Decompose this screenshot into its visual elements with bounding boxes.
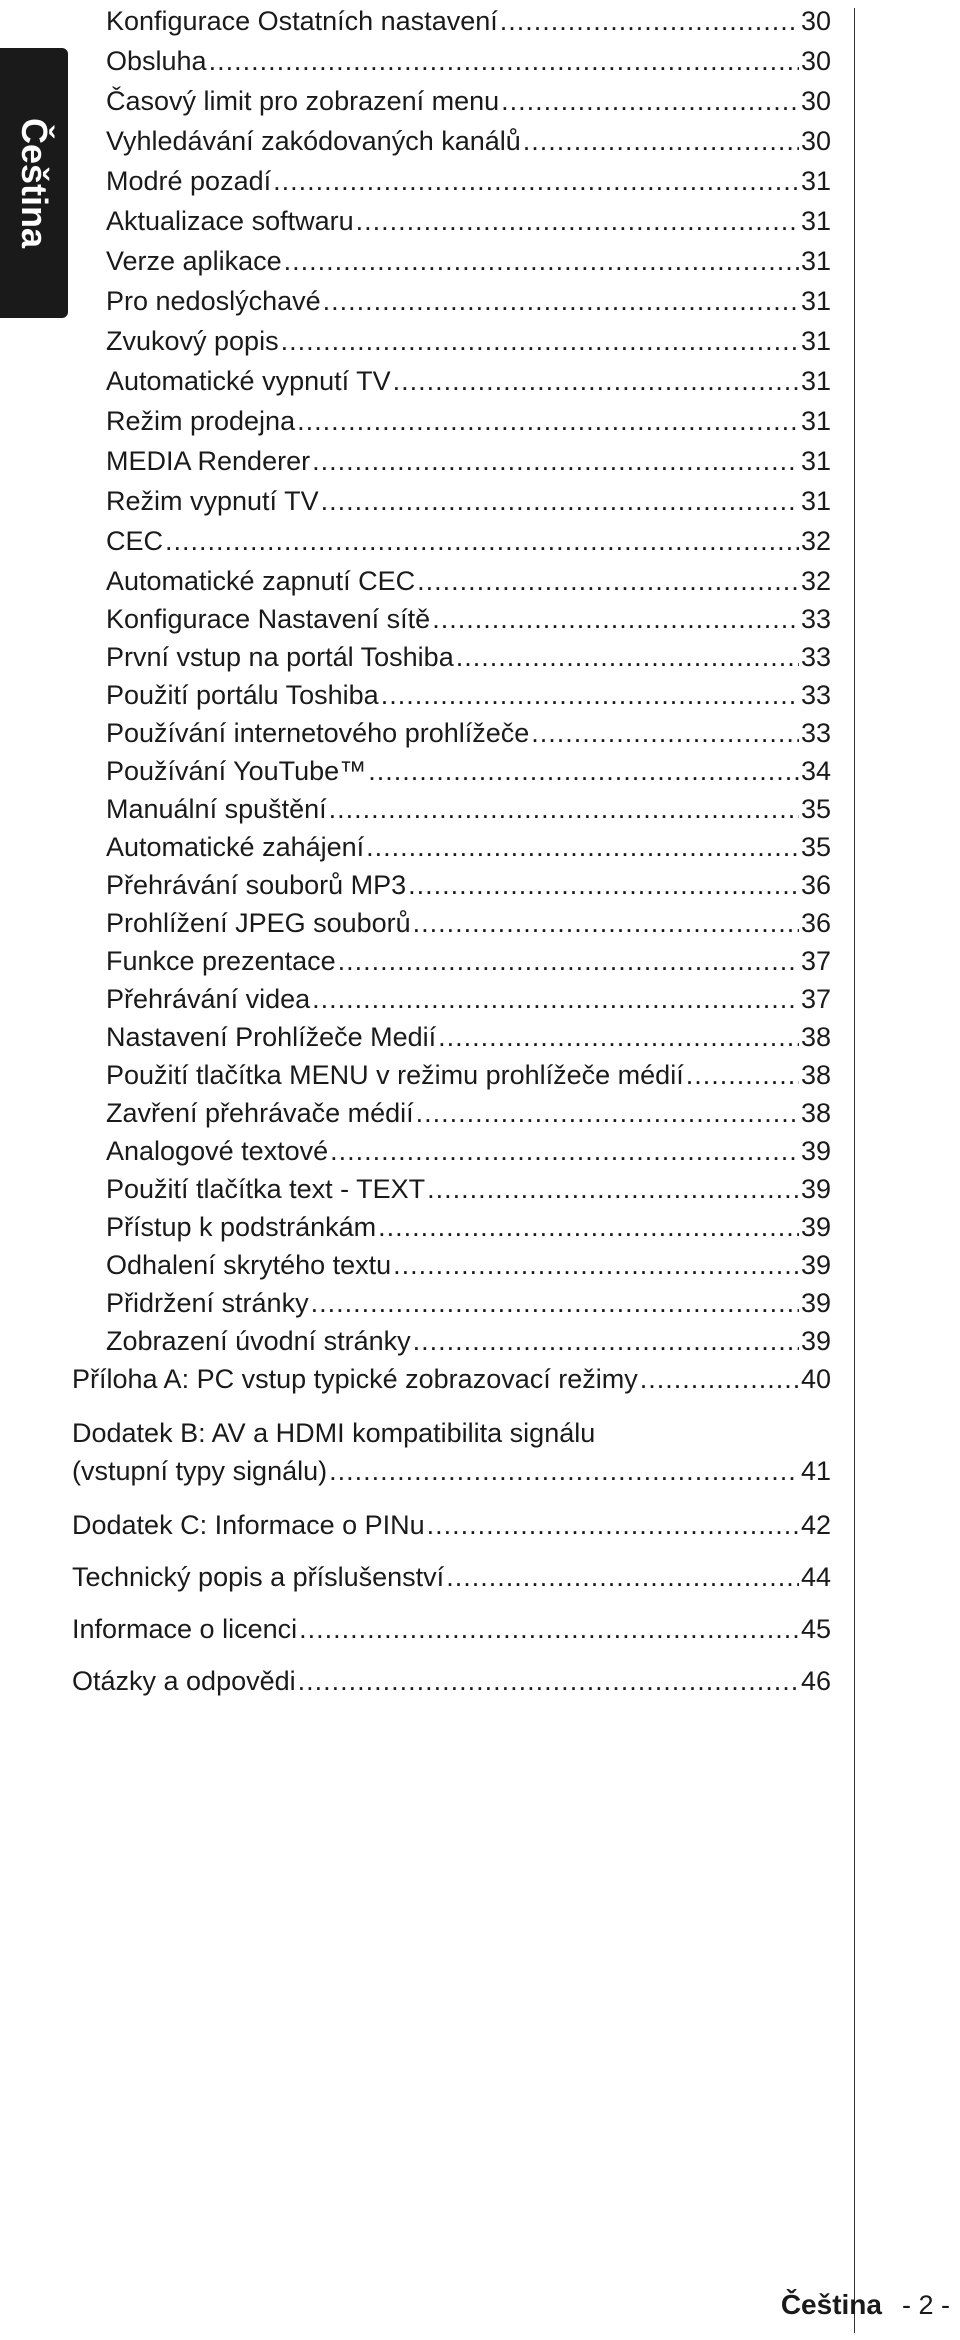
dot-leader <box>297 402 799 440</box>
toc-entry[interactable] <box>106 1284 831 1322</box>
dot-leader <box>417 562 799 600</box>
dot-leader <box>531 714 799 752</box>
toc-entry-page: 32 <box>800 566 831 596</box>
toc-entry-page: 38 <box>800 1098 831 1128</box>
toc-entry[interactable] <box>72 1360 831 1398</box>
toc-entry[interactable] <box>72 1414 831 1490</box>
toc-entry-title: Automatické zahájení <box>106 832 365 862</box>
dot-leader <box>209 42 799 80</box>
toc-entry[interactable] <box>72 1662 831 1700</box>
page-number: - 2 - <box>901 2290 950 2320</box>
toc-entry[interactable] <box>106 1056 831 1094</box>
toc-entry-page: 39 <box>800 1212 831 1242</box>
toc-entry-page: 31 <box>800 486 831 516</box>
toc-entry[interactable] <box>106 362 831 400</box>
toc-entry[interactable] <box>106 322 831 360</box>
toc-entry-page: 38 <box>800 1022 831 1052</box>
toc-entry-title: Přístup k podstránkám <box>106 1212 377 1242</box>
toc-entry-page: 31 <box>800 326 831 356</box>
toc-entry-title: Pro nedoslýchavé <box>106 286 321 316</box>
dot-leader <box>523 122 799 160</box>
dot-leader <box>427 1170 799 1208</box>
toc-entry-page: 37 <box>800 984 831 1014</box>
toc-entry-title: Zvukový popis <box>106 326 279 356</box>
toc-entry-title: Použití tlačítka MENU v režimu prohlížeče médií <box>106 1060 684 1090</box>
toc-entry[interactable] <box>106 162 831 200</box>
toc-entry[interactable] <box>106 828 831 866</box>
toc-entry-page: 38 <box>800 1060 831 1090</box>
toc-entry[interactable] <box>106 676 831 714</box>
toc-entry[interactable] <box>106 82 831 120</box>
dot-leader <box>321 482 799 520</box>
toc-entry-page: 30 <box>800 86 831 116</box>
toc-entry-title: Odhalení skrytého textu <box>106 1250 392 1280</box>
toc-entry-title: Používání YouTube™ <box>106 756 367 786</box>
toc-entry-page: 41 <box>800 1456 831 1486</box>
toc-entry[interactable] <box>106 790 831 828</box>
dot-leader <box>366 828 799 866</box>
toc-entry[interactable] <box>106 638 831 676</box>
toc-entry-page: 31 <box>800 206 831 236</box>
toc-entry-page: 32 <box>800 526 831 556</box>
dot-leader <box>299 1610 799 1648</box>
toc-entry-title: Dodatek C: Informace o PINu <box>72 1510 425 1540</box>
toc-entry[interactable] <box>106 1132 831 1170</box>
toc-entry-page: 33 <box>800 642 831 672</box>
toc-entry[interactable] <box>106 242 831 280</box>
dot-leader <box>408 866 799 904</box>
toc-entry-title: Zobrazení úvodní stránky <box>106 1326 411 1356</box>
toc-entry-title: První vstup na portál Toshiba <box>106 642 454 672</box>
dot-leader <box>416 1094 799 1132</box>
language-tab-label: Čeština <box>14 117 55 249</box>
dot-leader <box>368 752 799 790</box>
toc-entry-title: Používání internetového prohlížeče <box>106 718 530 748</box>
dot-leader <box>413 904 799 942</box>
toc-entry[interactable] <box>106 1170 831 1208</box>
toc-entry-page: 45 <box>800 1614 831 1644</box>
toc-entry[interactable] <box>106 442 831 480</box>
toc-entry-page: 31 <box>800 446 831 476</box>
toc-entry[interactable] <box>72 1610 831 1648</box>
toc-entry-title: Prohlížení JPEG souborů <box>106 908 411 938</box>
language-tab <box>0 48 68 318</box>
dot-leader <box>432 600 799 638</box>
toc-entry-page: 34 <box>800 756 831 786</box>
toc-entry-title: Dodatek B: AV a HDMI kompatibilita signálu <box>72 1418 596 1448</box>
dot-leader <box>284 242 799 280</box>
toc-entry-page: 33 <box>800 718 831 748</box>
toc-entry[interactable] <box>106 282 831 320</box>
toc-entry-title: Zavření přehrávače médií <box>106 1098 414 1128</box>
toc-entry-page: 30 <box>800 46 831 76</box>
toc-entry-title: Funkce prezentace <box>106 946 336 976</box>
toc-entry[interactable] <box>106 600 831 638</box>
dot-leader <box>329 1452 799 1490</box>
toc-entry[interactable] <box>106 980 831 1018</box>
toc-entry-title: Použití portálu Toshiba <box>106 680 379 710</box>
toc-entry-page: 39 <box>800 1136 831 1166</box>
dot-leader <box>381 676 799 714</box>
toc-entry-title: Přehrávání souborů MP3 <box>106 870 407 900</box>
dot-leader <box>165 522 799 560</box>
footer-language: Čeština <box>780 2289 882 2320</box>
toc-entry-page: 35 <box>800 832 831 862</box>
dot-leader <box>312 442 799 480</box>
toc-entry[interactable] <box>106 522 831 560</box>
toc-entry[interactable] <box>106 2 831 40</box>
dot-leader <box>338 942 799 980</box>
toc-entry-page: 30 <box>800 6 831 36</box>
toc-entry[interactable] <box>106 1018 831 1056</box>
toc-entry[interactable] <box>106 1094 831 1132</box>
dot-leader <box>312 980 799 1018</box>
toc-entry-title: CEC <box>106 526 164 556</box>
toc-entry-title: Režim prodejna <box>106 406 296 436</box>
toc-entry-title: Informace o licenci <box>72 1614 298 1644</box>
toc-entry-page: 42 <box>800 1510 831 1540</box>
toc-entry-page: 44 <box>800 1562 831 1592</box>
toc-entry-title: Analogové textové <box>106 1136 329 1166</box>
toc-entry-page: 31 <box>800 286 831 316</box>
dot-leader <box>686 1056 799 1094</box>
toc-entry-title: Přidržení stránky <box>106 1288 309 1318</box>
dot-leader <box>281 322 799 360</box>
dot-leader <box>329 790 799 828</box>
toc-entry-title: Nastavení Prohlížeče Medií <box>106 1022 437 1052</box>
toc-entry[interactable] <box>106 714 831 752</box>
dot-leader <box>640 1360 799 1398</box>
toc-entry[interactable] <box>106 42 831 80</box>
toc-entry-title: Vyhledávání zakódovaných kanálů <box>106 126 521 156</box>
dot-leader <box>393 1246 799 1284</box>
dot-leader <box>378 1208 799 1246</box>
dot-leader <box>311 1284 799 1322</box>
toc-entry-title: Obsluha <box>106 46 207 76</box>
page-footer <box>781 2286 950 2324</box>
toc-entry-page: 39 <box>800 1288 831 1318</box>
toc-entry-page: 30 <box>800 126 831 156</box>
toc-entry-page: 36 <box>800 870 831 900</box>
dot-leader <box>456 638 799 676</box>
toc-entry-title: Přehrávání videa <box>106 984 311 1014</box>
toc-entry[interactable] <box>106 866 831 904</box>
toc-entry-title: Automatické vypnutí TV <box>106 366 391 396</box>
toc-entry-title-continued: (vstupní typy signálu) <box>72 1456 328 1486</box>
toc-entry[interactable] <box>106 1322 831 1360</box>
toc-entry-title: Verze aplikace <box>106 246 282 276</box>
toc-entry-title: Použití tlačítka text - TEXT <box>106 1174 426 1204</box>
toc-entry-title: MEDIA Renderer <box>106 446 311 476</box>
dot-leader <box>501 82 799 120</box>
toc-entry-page: 39 <box>800 1326 831 1356</box>
dot-leader <box>323 282 799 320</box>
dot-leader <box>330 1132 799 1170</box>
toc-entry-page: 37 <box>800 946 831 976</box>
toc-entry-page: 40 <box>800 1364 831 1394</box>
toc-entry[interactable] <box>106 562 831 600</box>
toc-entry-page: 31 <box>800 166 831 196</box>
toc-entry-title: Manuální spuštění <box>106 794 327 824</box>
toc-entry[interactable] <box>106 202 831 240</box>
dot-leader <box>500 2 799 40</box>
toc-entry-title: Příloha A: PC vstup typické zobrazovací režimy <box>72 1364 638 1394</box>
toc-entry[interactable] <box>106 122 831 160</box>
toc-entry-title: Technický popis a příslušenství <box>72 1562 445 1592</box>
toc-entry[interactable] <box>106 402 831 440</box>
dot-leader <box>393 362 799 400</box>
toc-entry[interactable] <box>106 752 831 790</box>
toc-entry[interactable] <box>106 1246 831 1284</box>
toc-entry-title: Modré pozadí <box>106 166 272 196</box>
toc-entry-page: 31 <box>800 406 831 436</box>
toc-entry[interactable] <box>106 942 831 980</box>
toc-entry-title: Režim vypnutí TV <box>106 486 319 516</box>
dot-leader <box>438 1018 799 1056</box>
dot-leader <box>413 1322 799 1360</box>
dot-leader <box>273 162 799 200</box>
dot-leader <box>427 1506 799 1544</box>
toc-entry[interactable] <box>106 904 831 942</box>
toc-entry[interactable] <box>72 1506 831 1544</box>
toc-entry-page: 35 <box>800 794 831 824</box>
toc-entry[interactable] <box>72 1558 831 1596</box>
toc-entry-page: 31 <box>800 366 831 396</box>
column-divider <box>854 8 855 2333</box>
toc-entry[interactable] <box>106 1208 831 1246</box>
toc-entry-page: 33 <box>800 680 831 710</box>
toc-entry-title: Automatické zapnutí CEC <box>106 566 416 596</box>
toc-entry-title: Aktualizace softwaru <box>106 206 354 236</box>
toc-entry-page: 39 <box>800 1174 831 1204</box>
toc-entry-title: Otázky a odpovědi <box>72 1666 296 1696</box>
toc-entry-page: 39 <box>800 1250 831 1280</box>
toc-entry-page: 31 <box>800 246 831 276</box>
dot-leader <box>446 1558 799 1596</box>
toc-entry-page: 46 <box>800 1666 831 1696</box>
toc-entry[interactable] <box>106 482 831 520</box>
toc-entry-page: 33 <box>800 604 831 634</box>
dot-leader <box>356 202 799 240</box>
toc-entry-title: Časový limit pro zobrazení menu <box>106 86 500 116</box>
toc-entry-page: 36 <box>800 908 831 938</box>
toc-entry-title: Konfigurace Nastavení sítě <box>106 604 431 634</box>
dot-leader <box>298 1662 799 1700</box>
toc-entry-title: Konfigurace Ostatních nastavení <box>106 6 498 36</box>
